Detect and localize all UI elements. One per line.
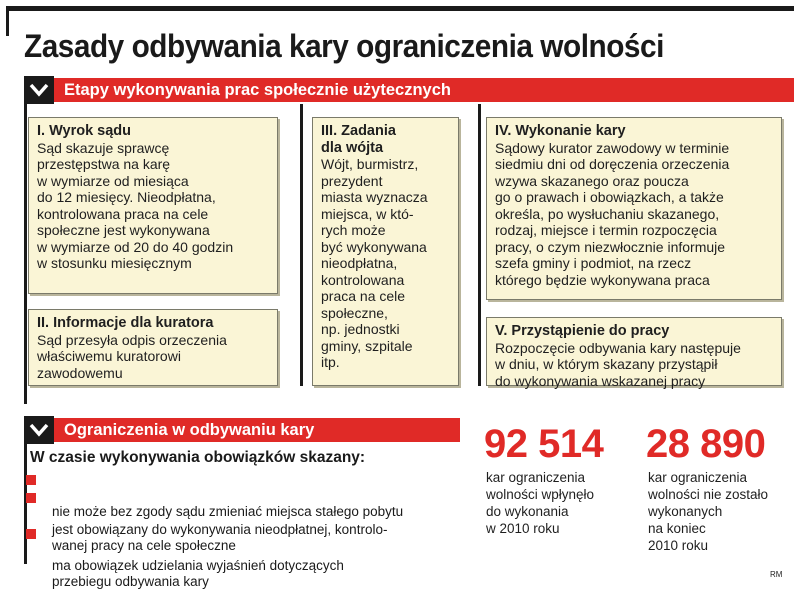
bullet-square-icon	[26, 493, 36, 503]
step-box-mayor-tasks	[312, 117, 459, 386]
stat-value-received: 92 514	[484, 422, 604, 466]
middle-spine	[300, 104, 303, 386]
step-box-execution	[486, 117, 782, 300]
list-item: jest obowiązany do wykonywania nieodpłatnej, kontrolo- wanej pracy na cele społeczne	[26, 490, 466, 570]
right-spine	[478, 104, 481, 386]
section-banner-stages	[24, 76, 794, 104]
section-banner-restrictions	[24, 416, 460, 444]
stat-caption-not-executed: kar ograniczenia wolności nie zostało wykonanych na koniec 2010 roku	[648, 470, 769, 553]
left-rule	[6, 6, 9, 36]
step-heading: IV. Wykonanie kary	[495, 123, 626, 139]
author-credit: RM	[770, 570, 783, 579]
step-heading: I. Wyrok sądu	[37, 123, 132, 139]
list-item: nie może bez zgody sądu zmieniać miejsca stałego pobytu	[26, 472, 466, 536]
section-title-restrictions: Ograniczenia w odbywaniu kary	[54, 418, 460, 442]
chevron-down-icon	[24, 416, 54, 444]
restrictions-subheading: W czasie wykonywania obowiązków skazany:	[30, 449, 366, 466]
step-text: Sąd skazuje sprawcę przestępstwa na karę w wymiarze od miesiąca do 12 miesięcy. Nieodpłatna, kontrolowana praca na cele społeczne jest wykonywana w wymiarze od 20 do 40 godzin w stosunku miesięcznym	[37, 139, 234, 271]
step-heading: V. Przystąpienie do pracy	[495, 323, 670, 339]
step-text: Sąd przesyła odpis orzeczenia właściwemu kuratorowi zawodowemu	[37, 331, 227, 381]
step-box-curator-info	[28, 309, 278, 386]
step-box-verdict	[28, 117, 278, 294]
stat-caption-received: kar ograniczenia wolności wpłynęło do wykonania w 2010 roku	[486, 470, 595, 536]
step-text: Rozpoczęcie odbywania kary następuje w dniu, w którym skazany przystąpił do wykonywania wskazanej pracy	[495, 339, 741, 389]
step-text: Wójt, burmistrz, prezydent miasta wyznacza miejsca, w któ- rych może być wykonywana nieodpłatna, kontrolowana praca na cele społeczne, np. jednostki gminy, szpitale itp.	[321, 156, 428, 370]
step-text: Sądowy kurator zawodowy w terminie siedmiu dni od doręczenia orzeczenia wzywa skazanego oraz poucza go o prawach i obowiązkach, a także określa, po wysłuchaniu skazanego, rodzaj, miejsce i termin rozpoczęcia pracy, o czym niezwłocznie informuje szefa gminy i podmiot, na rzecz którego będzie wykonywana praca	[495, 139, 730, 288]
step-box-start-work	[486, 317, 782, 389]
section-title-stages: Etapy wykonywania prac społecznie użytecznych	[54, 78, 794, 102]
step-heading: II. Informacje dla kuratora	[37, 315, 214, 331]
page-title: Zasady odbywania kary ograniczenia wolności	[24, 28, 664, 64]
bullet-square-icon	[26, 475, 36, 485]
stat-value-not-executed: 28 890	[646, 422, 766, 466]
step-heading: III. Zadania dla wójta	[321, 123, 396, 156]
list-item: ma obowiązek udzielania wyjaśnień dotyczących przebiegu odbywania kary	[26, 526, 466, 606]
chevron-down-icon	[24, 76, 54, 104]
left-spine	[24, 104, 27, 404]
bullet-square-icon	[26, 529, 36, 539]
top-rule	[6, 6, 794, 11]
